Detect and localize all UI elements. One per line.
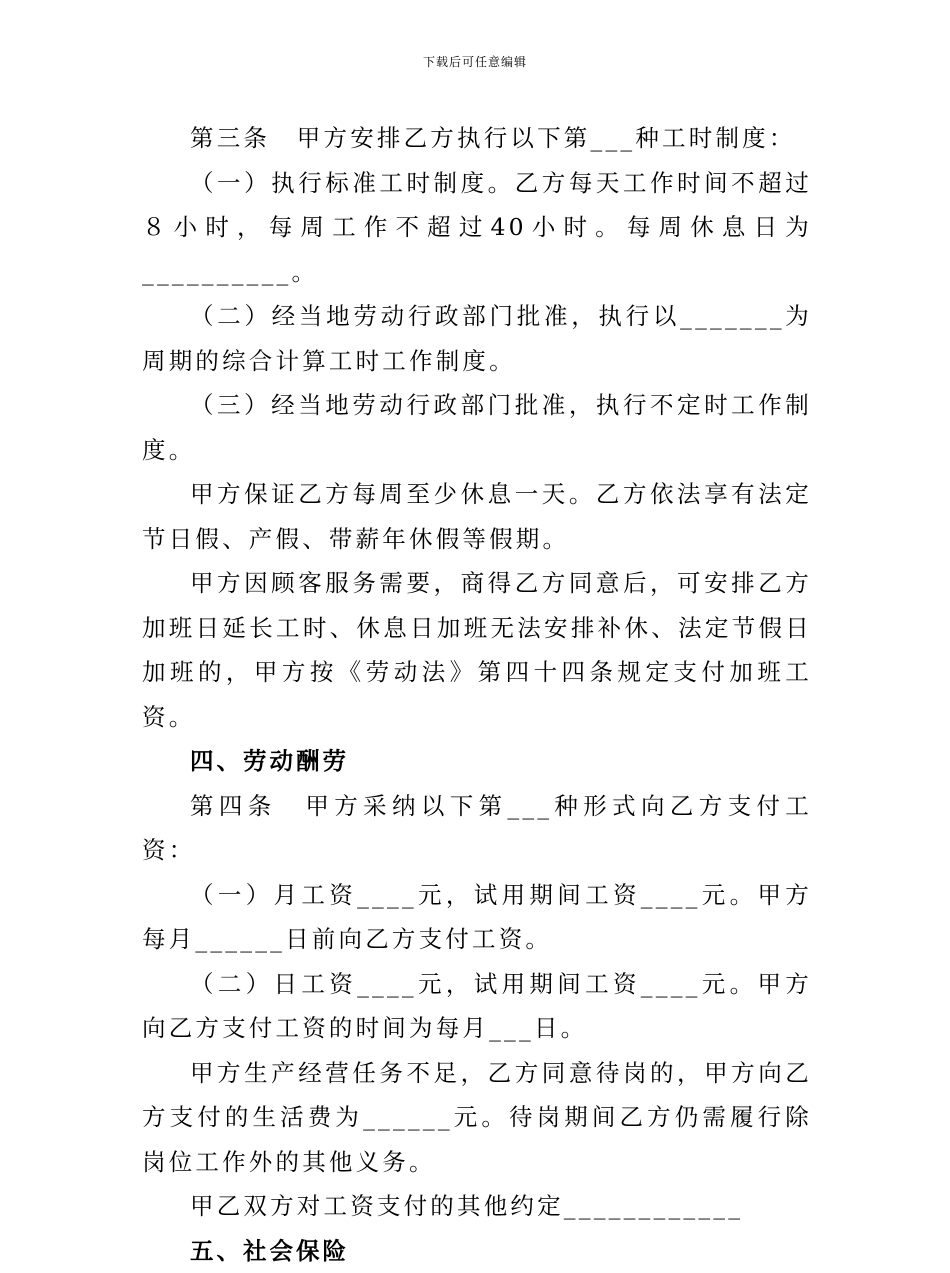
article-3-item-2: （二）经当地劳动行政部门批准，执行以_______为周期的综合计算工时工作制度。 — [142, 294, 812, 383]
article-4-item-1: （一）月工资____元，试用期间工资____元。甲方每月______日前向乙方支付工资。 — [142, 873, 812, 962]
document-body — [142, 116, 812, 1273]
article-4-item-2: （二）日工资____元，试用期间工资____元。甲方向乙方支付工资的时间为每月___日。 — [142, 962, 812, 1051]
article-3-item-3: （三）经当地劳动行政部门批准，执行不定时工作制度。 — [142, 383, 812, 472]
other-wage-agreement: 甲乙双方对工资支付的其他约定____________ — [142, 1184, 812, 1229]
section-heading-4: 四、劳动酬劳 — [142, 739, 812, 784]
section-heading-5: 五、社会保险 — [142, 1229, 812, 1273]
article-4-intro: 第四条 甲方采纳以下第___种形式向乙方支付工资： — [142, 784, 812, 873]
article-3-intro: 第三条 甲方安排乙方执行以下第___种工时制度： — [142, 116, 812, 161]
rest-guarantee-paragraph: 甲方保证乙方每周至少休息一天。乙方依法享有法定节日假、产假、带薪年休假等假期。 — [142, 472, 812, 561]
article-3-item-1: （一）执行标准工时制度。乙方每天工作时间不超过８小时，每周工作不超过40小时。每周休息日为__________。 — [142, 161, 812, 295]
standby-pay-paragraph: 甲方生产经营任务不足，乙方同意待岗的，甲方向乙方支付的生活费为______元。待岗期间乙方仍需履行除岗位工作外的其他义务。 — [142, 1051, 812, 1185]
page-header-note: 下载后可任意编辑 — [0, 53, 950, 70]
overtime-paragraph: 甲方因顾客服务需要，商得乙方同意后，可安排乙方加班日延长工时、休息日加班无法安排补休、法定节假日加班的，甲方按《劳动法》第四十四条规定支付加班工资。 — [142, 561, 812, 739]
